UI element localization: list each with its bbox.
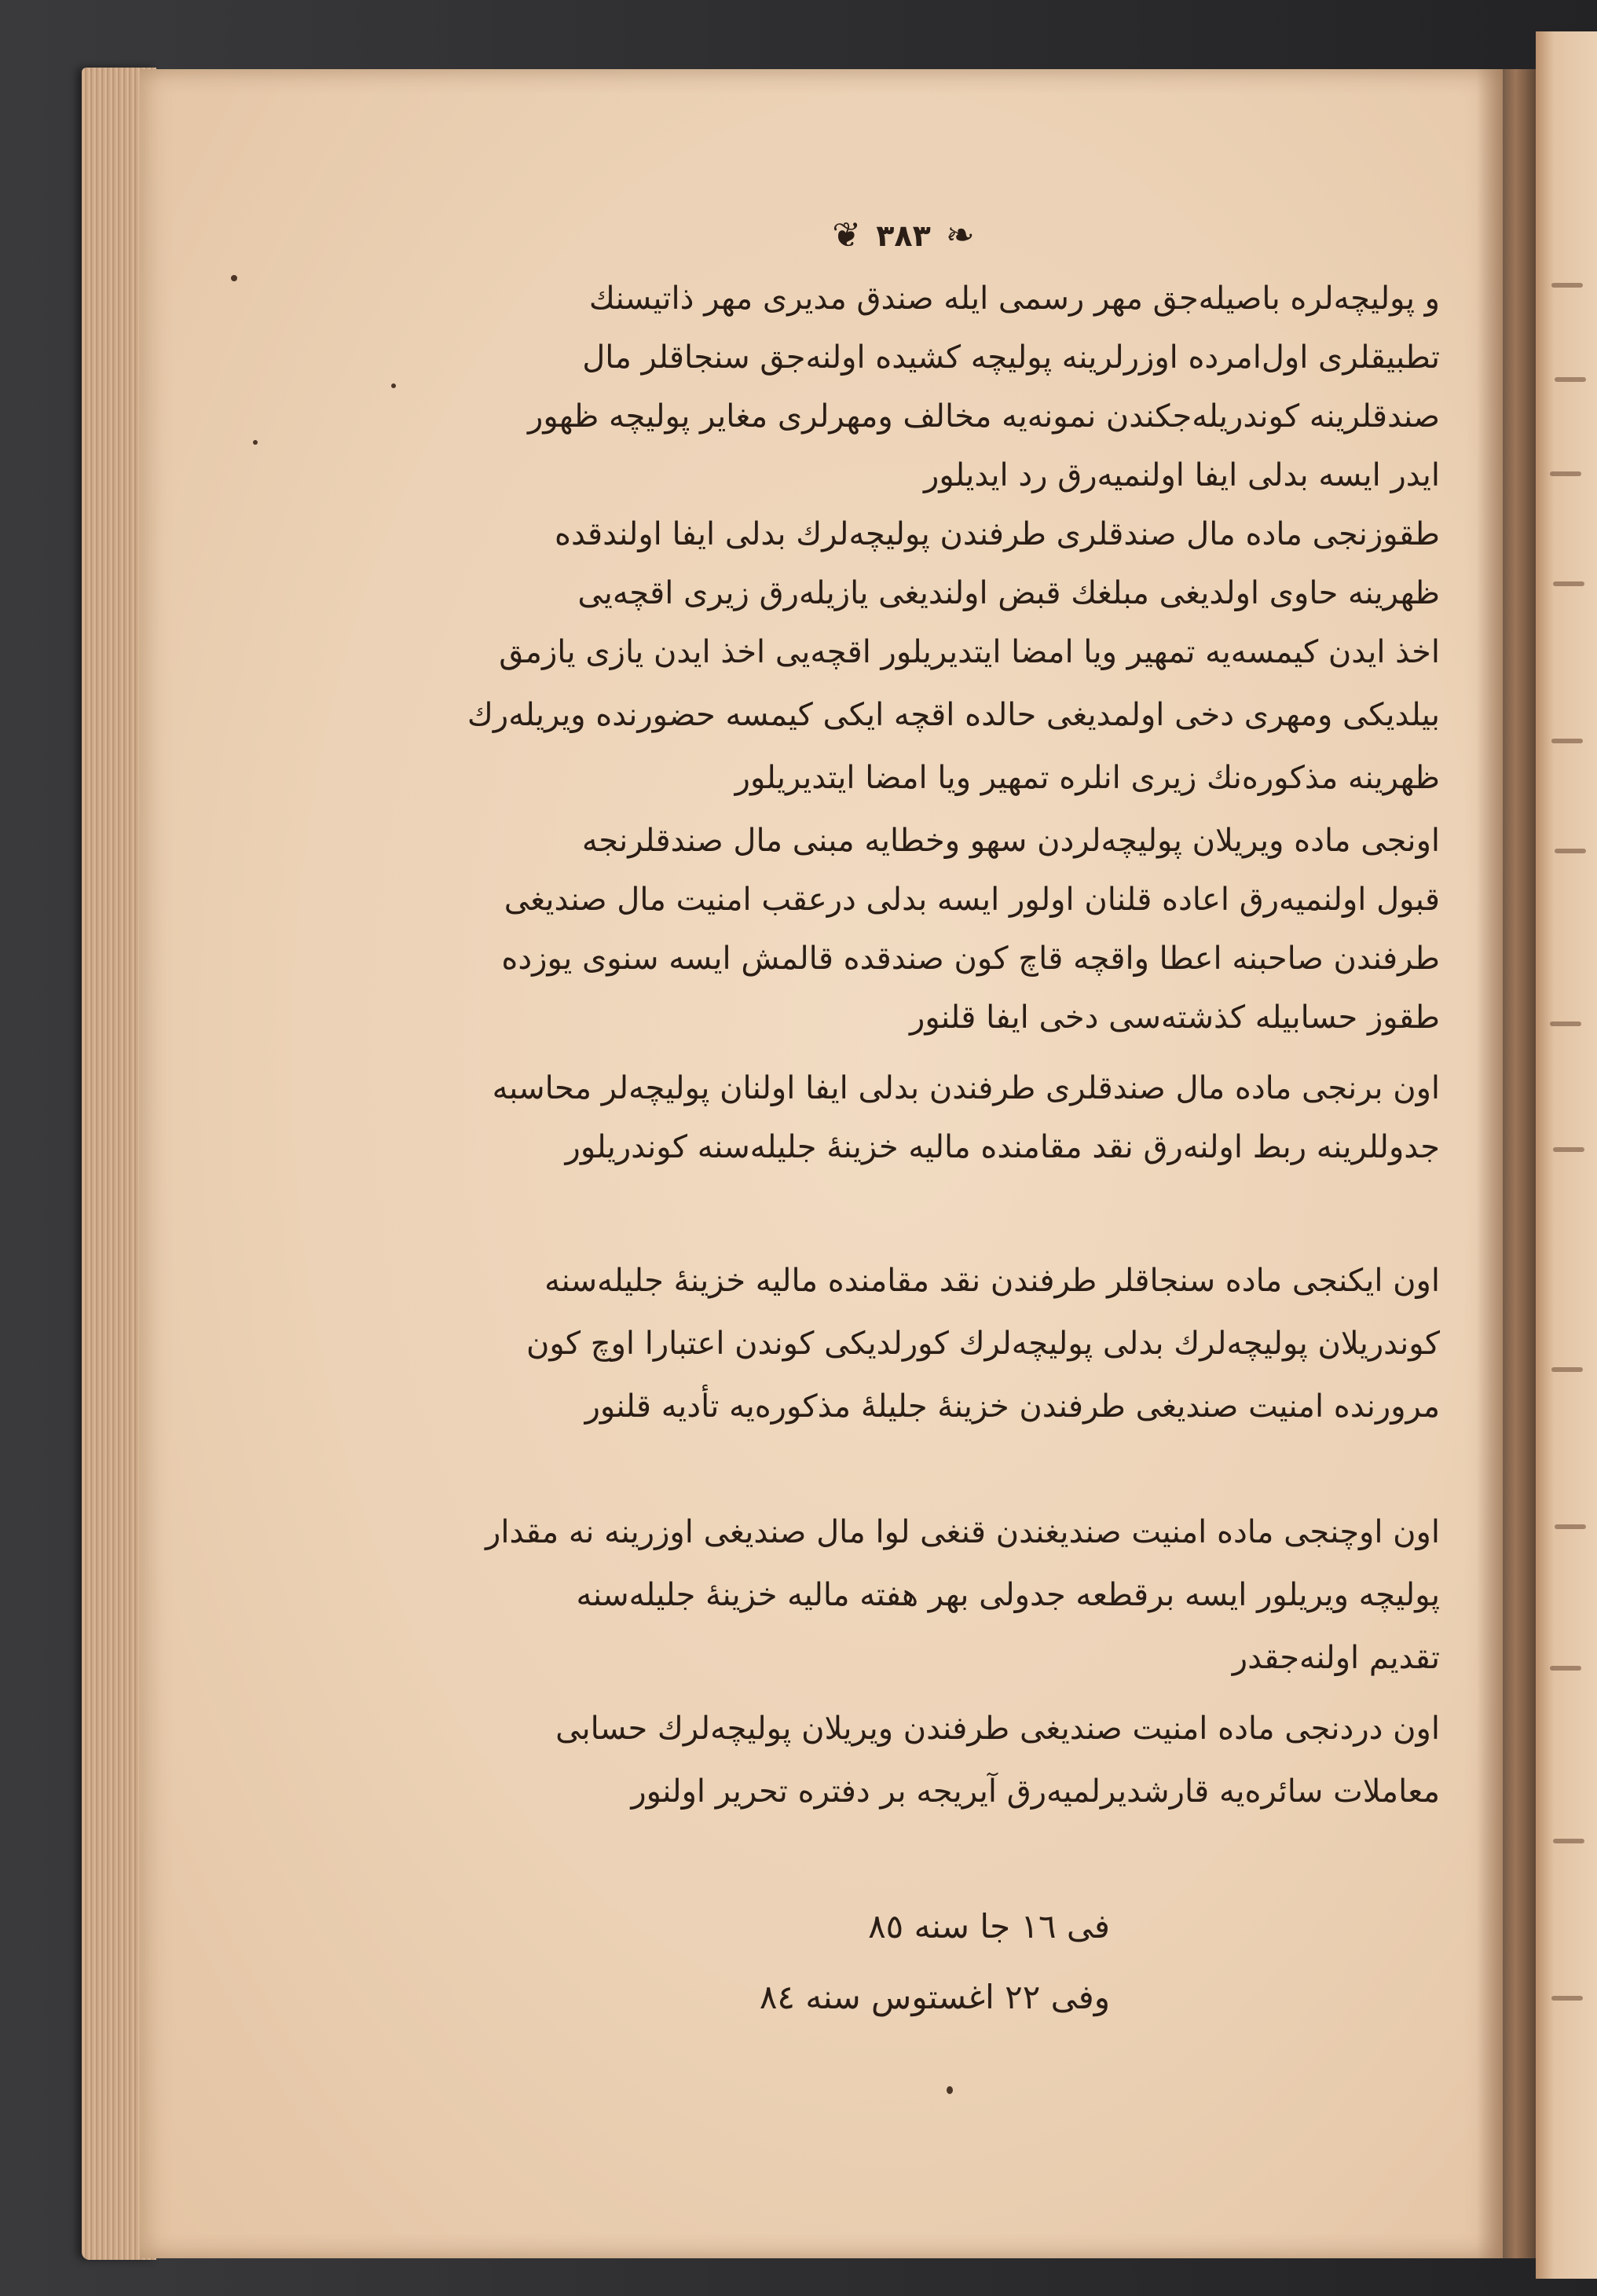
- text-line: طقوز حسابیله کذشته‌سی دخی ایفا قلنور: [910, 999, 1440, 1036]
- facing-page-mark: [1553, 1839, 1584, 1843]
- page-speck: [253, 440, 258, 445]
- facing-page-mark: [1553, 581, 1584, 586]
- facing-page-mark: [1551, 739, 1583, 743]
- text-line: طقوزنجی ماده مال صندقلری طرفندن پولیچه‌لرك بدلی ایفا اولندقده: [555, 516, 1440, 552]
- facing-page: [1536, 31, 1597, 2279]
- facing-page-mark: [1553, 1147, 1584, 1152]
- facing-page-mark: [1550, 471, 1581, 476]
- text-line: و پولیچه‌لره باصیله‌جق مهر رسمی ایله صندق مدیری مهر ذاتیسنك: [588, 281, 1440, 317]
- facing-page-mark: [1555, 849, 1586, 853]
- facing-page-mark: [1555, 377, 1586, 382]
- text-line: مرورنده امنیت صندیغی طرفندن خزینهٔ جلیلهٔ مذکوره‌یه تأدیه قلنور: [584, 1388, 1440, 1425]
- text-line: تطبیقلری اول‌امرده اوزرلرینه پولیچه کشیده اولنه‌جق سنجاقلر مال: [582, 339, 1440, 376]
- text-line: اون اوچنجی ماده امنیت صندیغندن قنغی لوا مال صندیغی اوزرینه نه مقدار: [485, 1514, 1440, 1550]
- text-line: طرفندن صاحبنه اعطا واقچه قاچ کون صندقده قالمش ایسه سنوی یوزده: [501, 941, 1440, 977]
- text-line: اونجی ماده ویریلان پولیچه‌لردن سهو وخطایه مبنی مال صندقلرنجه: [581, 823, 1440, 859]
- page-number: ٣٨٣: [876, 218, 931, 253]
- page-header: [809, 211, 998, 261]
- text-line: ظهرینه حاوی اولدیغی مبلغك قبض اولندیغی یازیله‌رق زیری اقچه‌یی: [577, 575, 1440, 611]
- facing-page-mark: [1551, 1996, 1583, 2001]
- text-line: جدوللرینه ربط اولنه‌رق نقد مقامنده مالیه خزینهٔ جلیله‌سنه کوندریلور: [565, 1129, 1440, 1165]
- text-line: اون ایکنجی ماده سنجاقلر طرفندن نقد مقامنده مالیه خزینهٔ جلیله‌سنه: [544, 1263, 1440, 1299]
- text-line: اون برنجی ماده مال صندقلری طرفندن بدلی ایفا اولنان پولیچه‌لر محاسبه: [492, 1070, 1440, 1106]
- facing-page-mark: [1551, 283, 1583, 288]
- text-line: قبول اولنمیه‌رق اعاده قلنان اولور ایسه بدلی درعقب امنیت مال صندیغی: [504, 882, 1440, 918]
- facing-page-mark: [1550, 1666, 1581, 1671]
- ornament-right-icon: ❧: [945, 215, 975, 255]
- text-line: اخذ ایدن کیمسه‌یه تمهیر ویا امضا ایتدیریلور اقچه‌یی اخذ ایدن یازی یازمق: [499, 634, 1440, 670]
- page-speck: [947, 2086, 953, 2094]
- date-hijri: فی ١٦ جا سنه ٨٥: [868, 1907, 1110, 1946]
- text-line: معاملات سائره‌یه قارشدیرلمیه‌رق آیریجه بر دفتره تحریر اولنور: [631, 1773, 1440, 1810]
- facing-page-mark: [1551, 1367, 1583, 1372]
- date-rumi: وفی ٢٢ اغستوس سنه ٨٤: [759, 1978, 1110, 2016]
- page-speck: [391, 383, 396, 388]
- text-line: تقدیم اولنه‌جقدر: [1232, 1640, 1440, 1676]
- text-line: اون دردنجی ماده امنیت صندیغی طرفندن ویریلان پولیچه‌لرك حسابی: [555, 1711, 1440, 1747]
- ornament-left-icon: ❦: [832, 215, 862, 255]
- text-line: بیلدیکی ومهری دخی اولمدیغی حالده اقچه ایکی کیمسه حضورنده ویریله‌رك: [467, 697, 1440, 733]
- facing-page-mark: [1550, 1021, 1581, 1026]
- page-speck: [231, 275, 237, 281]
- text-line: ظهرینه مذکوره‌نك زیری انلره تمهیر ویا امضا ایتدیریلور: [734, 760, 1440, 796]
- text-line: کوندریلان پولیچه‌لرك بدلی پولیچه‌لرك کورلدیکی کوندن اعتبارا اوچ کون: [526, 1326, 1440, 1362]
- facing-page-mark: [1555, 1524, 1586, 1529]
- text-line: ایدر ایسه بدلی ایفا اولنمیه‌رق رد ایدیلور: [924, 457, 1440, 493]
- text-line: پولیچه ویریلور ایسه برقطعه جدولی بهر هفته مالیه خزینهٔ جلیله‌سنه: [576, 1577, 1440, 1613]
- text-line: صندقلرینه کوندریله‌جکندن نمونه‌یه مخالف ومهرلری مغایر پولیچه ظهور: [528, 398, 1440, 435]
